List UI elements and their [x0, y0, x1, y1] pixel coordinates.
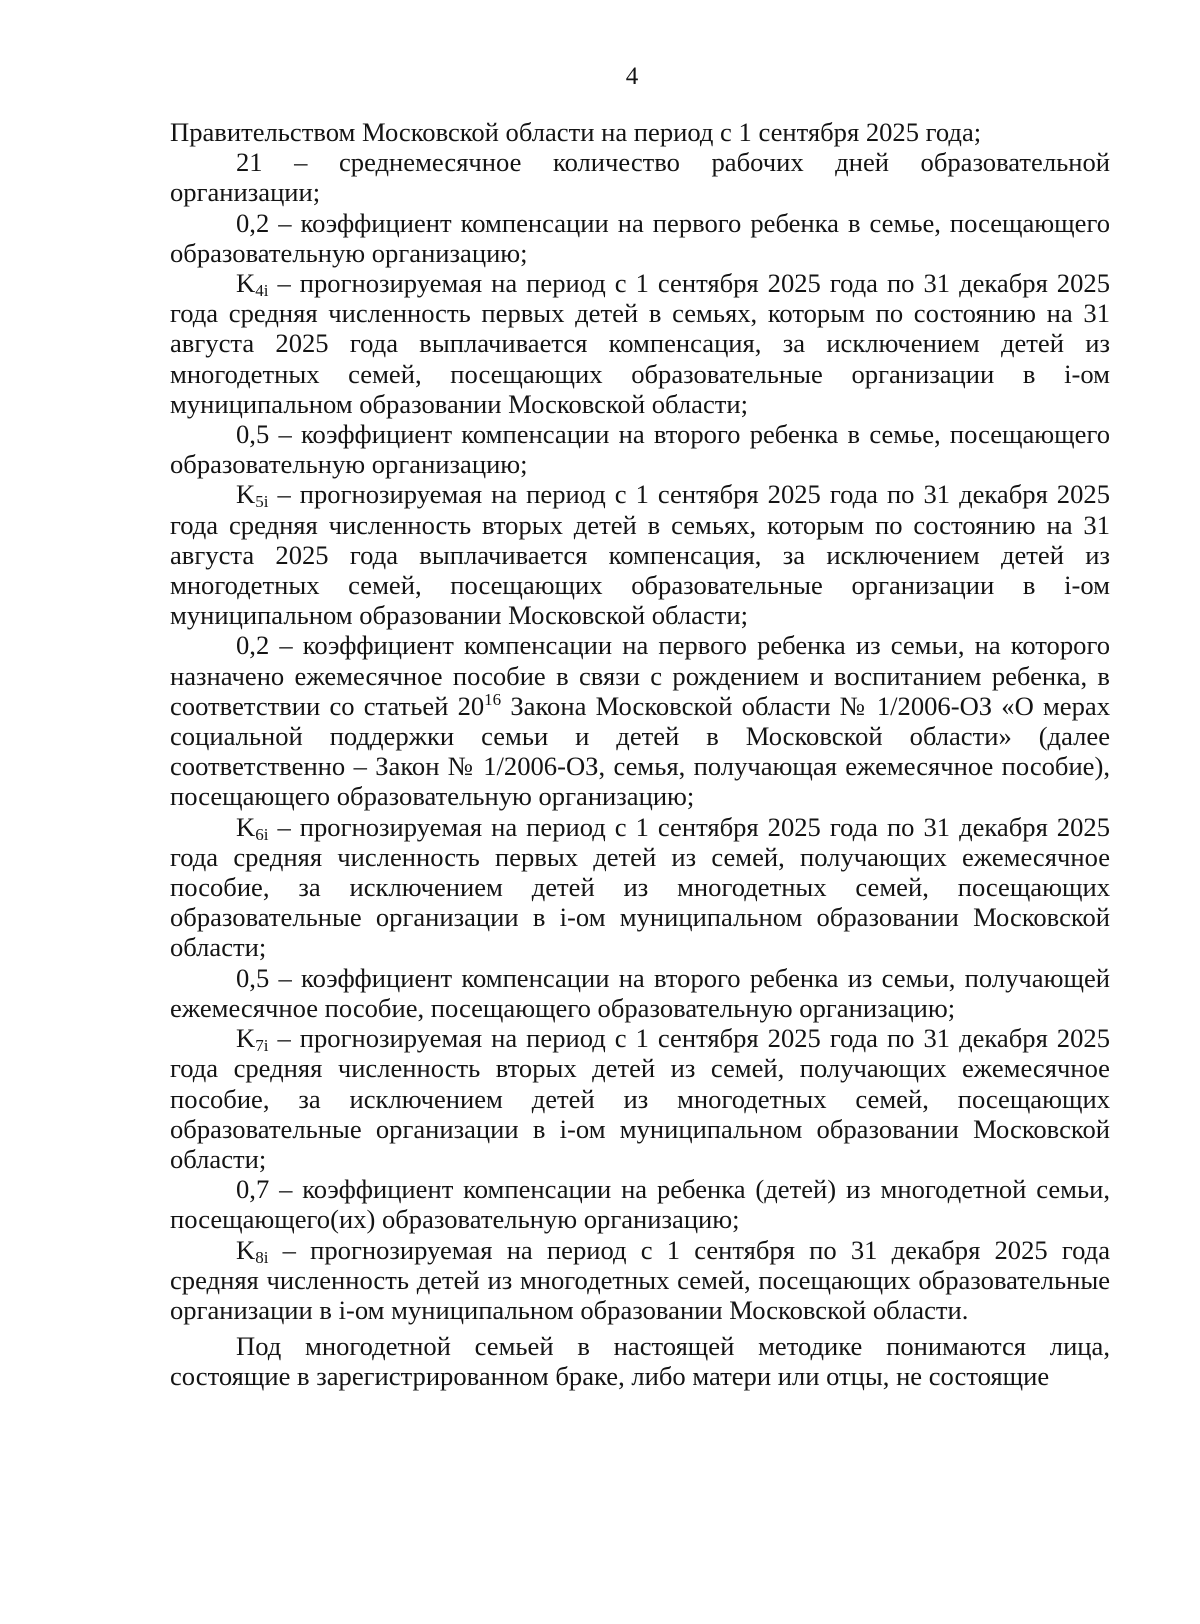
variable-subscript: 4i — [255, 281, 269, 301]
paragraph-k7i-definition — [170, 1023, 1110, 1174]
variable-k8i — [236, 1235, 268, 1265]
document-body — [170, 117, 1110, 1392]
variable-k7i — [236, 1023, 269, 1056]
variable-subscript: 8i — [255, 1247, 269, 1267]
paragraph-k5i-definition — [170, 479, 1110, 630]
variable-k4i — [236, 268, 269, 301]
paragraph-k6i-definition — [170, 812, 1110, 963]
definition-text: – прогнозируемая на период с 1 сентября 2025 года по 31 декабря 2025 года средняя численность вторых детей в семьях, которым по состоянию на 31 августа 2025 года выплачивается компенсация, за исключением детей из многодетных семей, посещающих образовательные организации в i-ом муниципальном образовании Московской области; — [170, 479, 1110, 631]
variable-base: K — [236, 479, 256, 510]
variable-base: K — [236, 1023, 256, 1054]
variable-base: K — [236, 1234, 256, 1265]
paragraph-text-after: Закона Московской области № 1/2006-ОЗ «О мерах социальной поддержки семьи и детей в Московской области» (далее соответственно – Закон № 1/2006-ОЗ, семья, получающая ежемесячное пособие), посещающего образовательную организацию; — [170, 690, 1110, 812]
paragraph-text-before: 0,2 – коэффициент компенсации на первого ребенка из семьи, на которого назначено ежемесячное пособие в связи с рождением и воспитанием ребенка, в соответствии со статьей 20 — [170, 630, 1110, 721]
paragraph-coefficient-large-family: 0,7 – коэффициент компенсации на ребенка (детей) из многодетной семьи, посещающего(их) образовательную организацию; — [170, 1174, 1110, 1235]
paragraph-coefficient-first-child-allowance — [170, 630, 1110, 811]
variable-subscript: 6i — [255, 824, 269, 844]
variable-k6i — [236, 812, 268, 842]
paragraph-k8i-definition — [170, 1235, 1110, 1326]
variable-subscript: 5i — [255, 492, 269, 512]
variable-subscript: 7i — [255, 1036, 269, 1056]
article-superscript: 16 — [484, 689, 502, 709]
variable-base: K — [236, 268, 256, 299]
paragraph-continuation: Правительством Московской области на период с 1 сентября 2025 года; — [170, 117, 982, 147]
definition-text: – прогнозируемая на период с 1 сентября 2025 года по 31 декабря 2025 года средняя численность первых детей в семьях, которым по состоянию на 31 августа 2025 года выплачивается компенсация, за исключением детей из многодетных семей, посещающих образовательные организации в i-ом муниципальном образовании Московской области; — [170, 268, 1110, 419]
definition-text: – прогнозируемая на период с 1 сентября 2025 года по 31 декабря 2025 года средняя численность первых детей из семей, получающих ежемесячное пособие, за исключением детей из многодетных семей, посещающих образовательные организации в i-ом муниципальном образовании Московской области; — [170, 811, 1110, 963]
paragraph-coefficient-second-child: 0,5 – коэффициент компенсации на второго ребенка в семье, посещающего образовательную организацию; — [170, 419, 1110, 480]
variable-base: K — [236, 811, 256, 842]
definition-text: – прогнозируемая на период с 1 сентября 2025 года по 31 декабря 2025 года средняя численность вторых детей из семей, получающих ежемесячное пособие, за исключением детей из многодетных семей, посещающих образовательные организации в i-ом муниципальном образовании Московской области; — [170, 1023, 1110, 1174]
paragraph-large-family-definition: Под многодетной семьей в настоящей методике понимаются лица, состоящие в зарегистрированном браке, либо матери или отцы, не состоящие — [170, 1331, 1110, 1392]
definition-text: – прогнозируемая на период с 1 сентября по 31 декабря 2025 года средняя численность детей из многодетных семей, посещающих образовательные организации в i-ом муниципальном образовании Московской области. — [170, 1234, 1110, 1325]
variable-k5i — [236, 479, 269, 512]
paragraph-coefficient-second-child-allowance: 0,5 – коэффициент компенсации на второго ребенка из семьи, получающей ежемесячное пособие, посещающего образовательную организацию; — [170, 962, 1110, 1023]
page-number: 4 — [625, 63, 639, 90]
paragraph-k4i-definition — [170, 268, 1110, 419]
paragraph-working-days: 21 – среднемесячное количество рабочих дней образовательной организации; — [170, 147, 1110, 208]
paragraph-coefficient-first-child: 0,2 – коэффициент компенсации на первого ребенка в семье, посещающего образовательную организацию; — [170, 207, 1110, 268]
